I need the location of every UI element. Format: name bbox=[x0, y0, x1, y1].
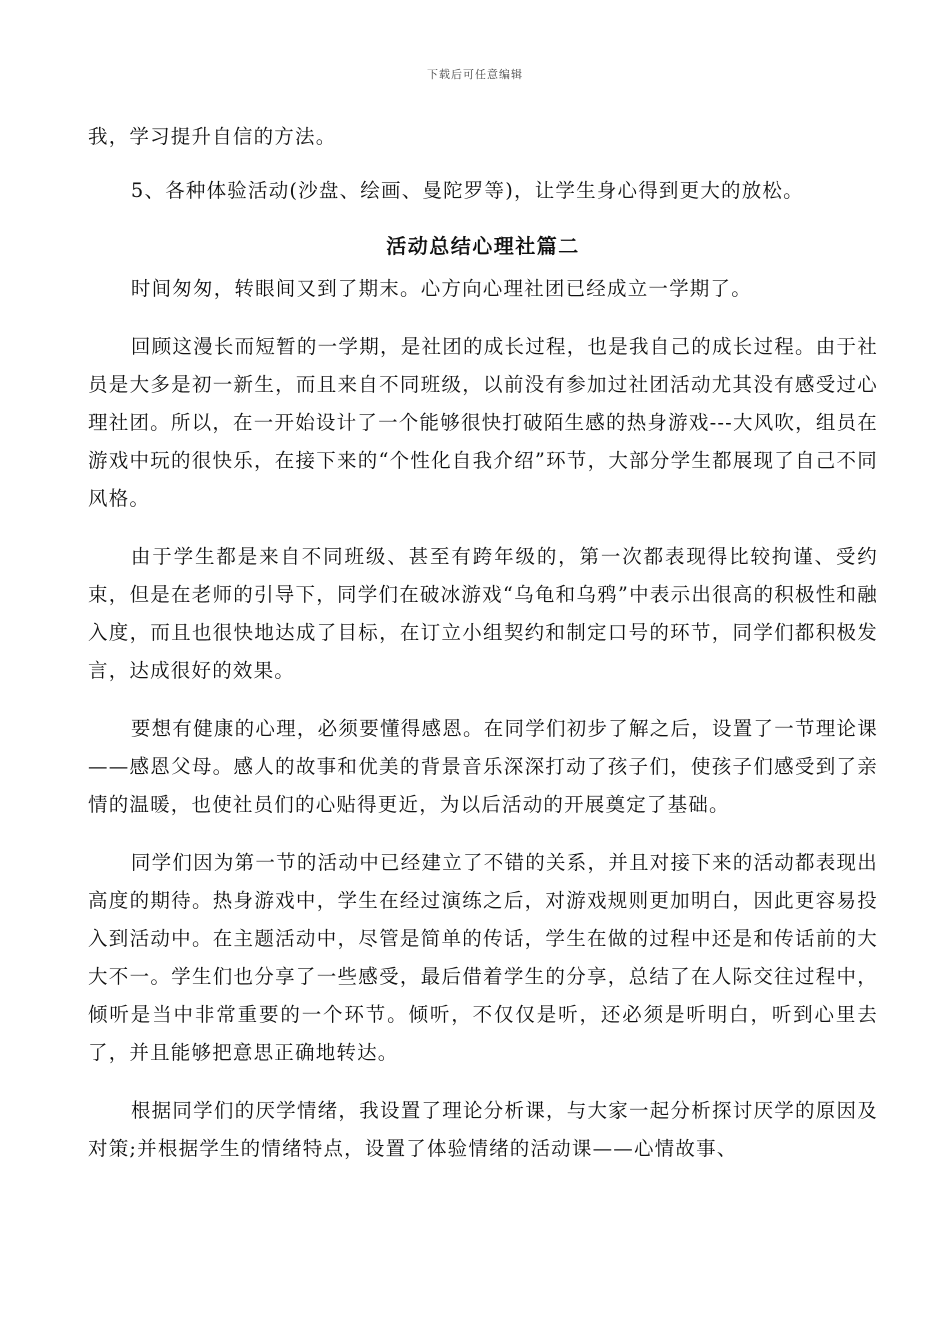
section-title: 活动总结心理社篇二 bbox=[386, 234, 580, 258]
continued-paragraph-line: 我，学习提升自信的方法。 bbox=[88, 125, 337, 148]
paragraph-4: 要想有健康的心理，必须要懂得感恩。在同学们初步了解之后，设置了一节理论课——感恩父母。感人的故事和优美的背景音乐深深打动了孩子们，使孩子们感受到了亲情的温暖，也使社员们的心贴得更近，为以后活动的开展奠定了基础。 bbox=[88, 717, 878, 816]
list-item-5: 5、各种体验活动(沙盘、绘画、曼陀罗等)，让学生身心得到更大的放松。 bbox=[130, 179, 804, 202]
paragraph-5: 同学们因为第一节的活动中已经建立了不错的关系，并且对接下来的活动都表现出高度的期待。热身游戏中，学生在经过演练之后，对游戏规则更加明白，因此更容易投入到活动中。在主题活动中，尽管是简单的传话，学生在做的过程中还是和传话前的大大不一。学生们也分享了一些感受，最后借着学生的分享，总结了在人际交往过程中，倾听是当中非常重要的一个环节。倾听，不仅仅是听，还必须是听明白，听到心里去了，并且能够把意思正确地转达。 bbox=[88, 851, 878, 1064]
paragraph-3: 由于学生都是来自不同班级、甚至有跨年级的，第一次都表现得比较拘谨、受约束，但是在老师的引导下，同学们在破冰游戏“乌龟和乌鸦”中表示出很高的积极性和融入度，而且也很快地达成了目标，在订立小组契约和制定口号的环节，同学们都积极发言，达成很好的效果。 bbox=[88, 545, 878, 682]
paragraph-1: 时间匆匆，转眼间又到了期末。心方向心理社团已经成立一学期了。 bbox=[130, 277, 752, 300]
document-body bbox=[88, 118, 878, 1168]
header-note: 下载后可任意编辑 bbox=[427, 68, 523, 81]
paragraph-6: 根据同学们的厌学情绪，我设置了理论分析课，与大家一起分析探讨厌学的原因及对策;并根据学生的情绪特点，设置了体验情绪的活动课——心情故事、 bbox=[88, 1099, 878, 1160]
paragraph-2: 回顾这漫长而短暂的一学期，是社团的成长过程，也是我自己的成长过程。由于社员是大多是初一新生，而且来自不同班级，以前没有参加过社团活动尤其没有感受过心理社团。所以，在一开始设计了一个能够很快打破陌生感的热身游戏---大风吹，组员在游戏中玩的很快乐，在接下来的“个性化自我介绍”环节，大部分学生都展现了自己不同风格。 bbox=[88, 335, 878, 510]
